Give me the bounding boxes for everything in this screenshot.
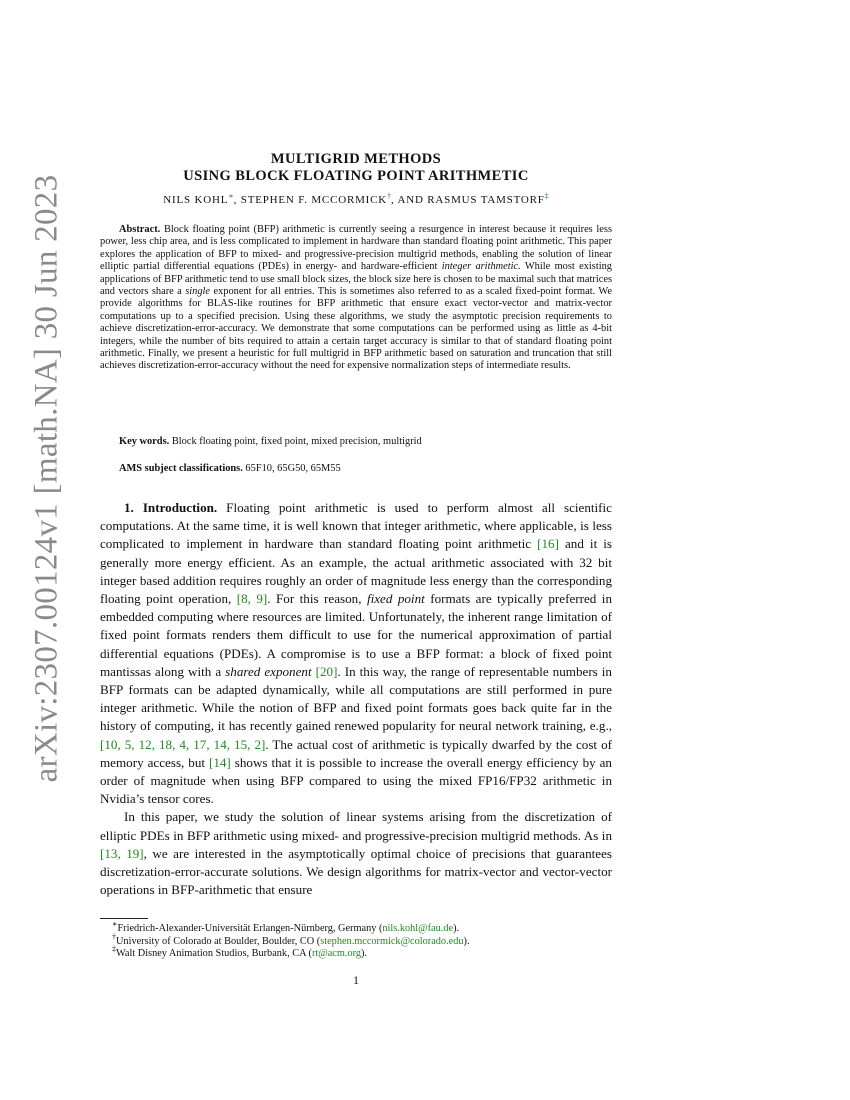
arxiv-identifier: arXiv:2307.00124v1 [math.NA] 30 Jun 2023 — [28, 174, 65, 782]
abstract-label: Abstract. — [119, 224, 161, 235]
footnote-2 — [100, 932, 612, 949]
intro-text: shows that it is possible to increase the overall energy efficiency by an order of magnitude when using BFP compared to using the mixed FP16/FP32 arithmetic in Nvidia’s tensor cores. — [100, 754, 612, 807]
citation-link[interactable]: [20] — [315, 663, 338, 679]
footnote-mark-3[interactable]: ‡ — [544, 191, 549, 201]
author-separator: , — [233, 194, 241, 206]
author-tamstorf: RASMUS TAMSTORF — [427, 194, 545, 206]
email-link[interactable]: rt@acm.org — [311, 948, 361, 960]
abstract-text-1: Block floating point (BFP) arithmetic is currently seeing a resurgence in interest because it requires less power, less chip area, and is less complicated to implement in hardware than standard floating point arithmetic. This paper explores the application of BFP to mixed- and progressive-precision multigrid methods, enabling the solution of linear elliptic partial differential equations (PDEs) in energy- and hardware-efficient — [100, 224, 612, 273]
ams-classifications — [100, 463, 612, 475]
section-heading: 1. Introduction. — [124, 500, 218, 515]
footnote-divider — [100, 918, 148, 919]
author-kohl: NILS KOHL — [163, 194, 229, 206]
title-line-2: USING BLOCK FLOATING POINT ARITHMETIC — [183, 168, 529, 184]
introduction-section — [100, 499, 612, 899]
citation-link[interactable]: [16] — [537, 536, 559, 552]
footnote-affiliation: Friedrich-Alexander-Universität Erlangen-Nürnberg, Germany ( — [117, 923, 383, 934]
footnote-punct: ). — [463, 935, 470, 947]
arxiv-sidebar-stamp — [22, 174, 72, 782]
author-list — [100, 191, 612, 206]
ams-text: 65F10, 65G50, 65M55 — [242, 463, 341, 474]
abstract-text-2: While most existing applications of BFP arithmetic tend to use small block sizes, the block size here is chosen to be maximal such that matrices and vectors share a — [100, 261, 612, 298]
author-separator: , AND — [391, 194, 428, 206]
intro-emphasis: shared exponent — [225, 663, 312, 679]
intro-emphasis: fixed point — [366, 591, 425, 607]
intro-text: and it is generally more energy efficient. As an example, the actual arithmetic associated with 32 bit integer based addition requires roughly an order of magnitude less energy than the corresponding floating point operation, — [100, 536, 612, 607]
page-number: 1 — [353, 973, 359, 987]
footnote-mark-1[interactable]: ∗ — [228, 191, 234, 201]
footnote-mark-2[interactable]: † — [387, 191, 392, 201]
footnote-symbol: ‡ — [112, 944, 116, 954]
intro-text: formats are typically preferred in embedded computing where resources are limited. Unfortunately, the inherent range limitation of fixed point formats renders them difficult to use for the numerical approximation of partial differential equations (PDEs). A compromise is to use a BFP format: a block of fixed point mantissas along with a — [100, 591, 612, 679]
footnotes — [100, 919, 612, 961]
abstract-emphasis-1: integer arithmetic. — [441, 261, 521, 273]
ams-label: AMS subject classifications. — [119, 463, 243, 474]
footnote-symbol: ∗ — [112, 919, 118, 929]
citation-link[interactable]: [10, 5, 12, 18, 4, 17, 14, 15, 2] — [100, 736, 266, 752]
intro-text: . In this way, the range of representable numbers in BFP formats can be adapted dynamically, while all computations are still performed in pure integer arithmetic. While the notion of BFP and fixed point formats goes back quite far in the history of computing, it has recently gained renewed popularity for neural network training, e.g., — [100, 663, 612, 734]
intro-text: In this paper, we study the solution of linear systems arising from the discretization of elliptic PDEs in BFP arithmetic using mixed- and progressive-precision multigrid methods. As in — [100, 809, 612, 843]
footnote-3 — [100, 944, 612, 961]
footnote-1 — [100, 919, 612, 936]
keywords-text: Block floating point, fixed point, mixed precision, multigrid — [169, 436, 422, 447]
intro-text: . The actual cost of arithmetic is typically dwarfed by the cost of memory access, but — [100, 736, 612, 770]
email-link[interactable]: nils.kohl@fau.de — [382, 923, 454, 934]
citation-link[interactable]: [14] — [208, 754, 231, 770]
abstract-emphasis-2: single — [185, 286, 211, 298]
title-line-1: MULTIGRID METHODS — [270, 151, 442, 167]
intro-text: Floating point arithmetic is used to perform almost all scientific computations. At the same time, it is well known that integer arithmetic, where applicable, is less complicated to implement in hardware than standard floating point arithmetic — [100, 500, 612, 552]
intro-paragraph-1 — [100, 499, 612, 808]
citation-link[interactable]: [8, 9] — [236, 591, 268, 607]
abstract-text-3: exponent for all entries. This is sometimes also referred to as a scaled fixed-point format. We provide algorithms for BLAS-like routines for BFP arithmetic that ensure exact vector-vector and matrix-vector computations up to a specified precision. Using these algorithms, we study the asymptotic precision requirements to achieve discretization-error-accuracy. We demonstrate that some computations can be performed using as little as 4-bit integers, while the number of bits required to attain a certain target accuracy is similar to that of standard floating point arithmetic. Finally, we present a heuristic for full multigrid in BFP arithmetic based on saturation and truncation that still achieves discretization-error-accuracy without the need for expensive normalization steps of intermediate results. — [100, 286, 612, 372]
footnote-symbol: † — [112, 932, 116, 942]
footnote-affiliation: Walt Disney Animation Studios, Burbank, CA ( — [116, 948, 312, 960]
footnote-affiliation: University of Colorado at Boulder, Boulder, CO ( — [116, 935, 321, 947]
intro-paragraph-2 — [100, 808, 612, 899]
paper-title — [100, 151, 612, 185]
intro-text: . For this reason, — [267, 591, 367, 607]
email-link[interactable]: stephen.mccormick@colorado.edu — [320, 935, 464, 947]
keywords-label: Key words. — [119, 436, 170, 447]
author-mccormick: STEPHEN F. MCCORMICK — [240, 194, 388, 206]
abstract-paragraph — [100, 224, 612, 373]
footnote-punct: ). — [453, 923, 460, 934]
citation-link[interactable]: [13, 19] — [100, 845, 144, 861]
footnote-punct: ). — [361, 948, 368, 960]
intro-text: , we are interested in the asymptotically optimal choice of precisions that guarantees discretization-error-accurate solutions. We design algorithms for matrix-vector and vector-vector operations in BFP-arithmetic that ensure — [100, 845, 612, 898]
keywords — [100, 436, 612, 448]
